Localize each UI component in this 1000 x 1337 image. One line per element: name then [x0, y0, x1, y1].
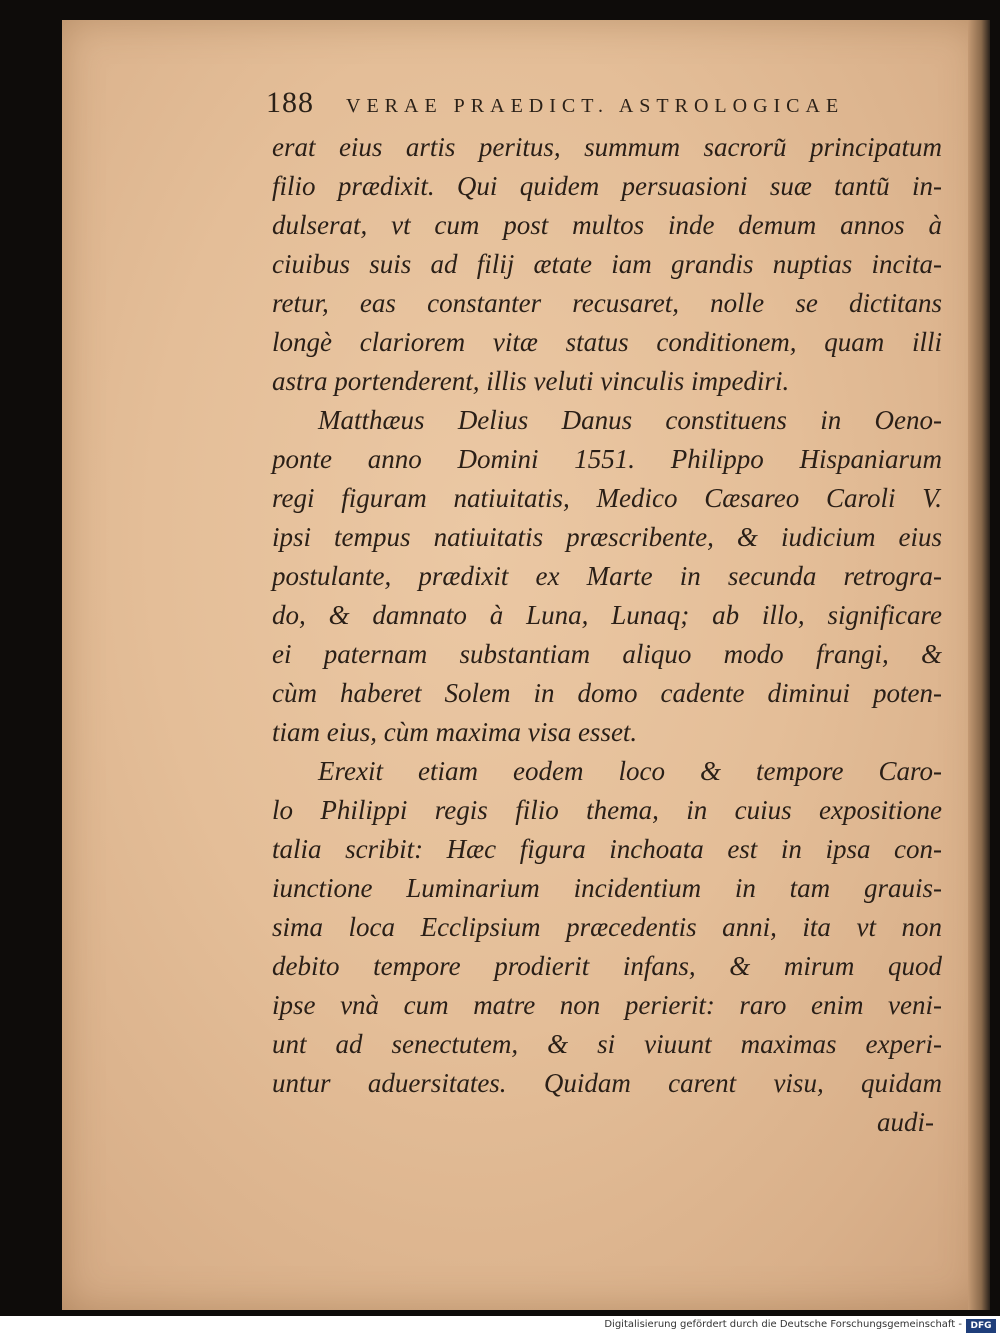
text-line: untur aduersitates. Quidam carent visu, quidam [272, 1068, 942, 1098]
text-line: ponte anno Domini 1551. Philippo Hispaniarum [272, 444, 942, 474]
funding-credit: Digitalisierung gefördert durch die Deutsche Forschungsgemeinschaft - [604, 1319, 962, 1330]
text-line: sima loca Ecclipsium præcedentis anni, ita vt non [272, 912, 942, 942]
text-line: erat eius artis peritus, summum sacroru͂ principatum [272, 132, 942, 162]
page-number: 188 [266, 86, 314, 119]
text-line: talia scribit: Hæc figura inchoata est in ipsa con- [272, 834, 942, 864]
text-line: filio prædixit. Qui quidem persuasioni suæ tantu͂ in- [272, 171, 942, 201]
body-text [272, 128, 942, 1142]
running-head [266, 86, 886, 126]
dfg-logo-icon: DFG [966, 1319, 996, 1333]
text-line: regi figuram natiuitatis, Medico Cæsareo Caroli V. [272, 483, 942, 513]
text-line: retur, eas constanter recusaret, nolle se dictitans [272, 288, 942, 318]
text-line: lo Philippi regis filio thema, in cuius expositione [272, 795, 942, 825]
digitization-footer [0, 1316, 1000, 1337]
paragraph-start-line: Matthæus Delius Danus constituens in Oeno- [318, 405, 942, 435]
page-edge [968, 20, 990, 1310]
text-line: longè clariorem vitæ status conditionem, quam illi [272, 327, 942, 357]
text-line: postulante, prædixit ex Marte in secunda retrogra- [272, 561, 942, 591]
text-line: debito tempore prodierit infans, & mirum quod [272, 951, 942, 981]
text-line: astra portenderent, illis veluti vinculis impediri. [272, 366, 790, 396]
text-line: tiam eius, cùm maxima visa esset. [272, 717, 638, 747]
catchword: audi- [877, 1107, 934, 1137]
text-line: cùm haberet Solem in domo cadente diminui poten- [272, 678, 942, 708]
running-title: VERAE PRAEDICT. ASTROLOGICAE [346, 95, 845, 117]
text-line: ipsi tempus natiuitatis præscribente, & iudicium eius [272, 522, 942, 552]
text-line: unt ad senectutem, & si viuunt maximas experi- [272, 1029, 942, 1059]
text-line: ipse vnà cum matre non perierit: raro enim veni- [272, 990, 942, 1020]
text-line: ciuibus suis ad filij ætate iam grandis nuptias incita- [272, 249, 942, 279]
paragraph-start-line: Erexit etiam eodem loco & tempore Caro- [318, 756, 942, 786]
text-line: do, & damnato à Luna, Lunaq; ab illo, significare [272, 600, 942, 630]
text-line: ei paternam substantiam aliquo modo frangi, & [272, 639, 942, 669]
text-line: dulserat, vt cum post multos inde demum annos à [272, 210, 942, 240]
text-line: iunctione Luminarium incidentium in tam grauis- [272, 873, 942, 903]
